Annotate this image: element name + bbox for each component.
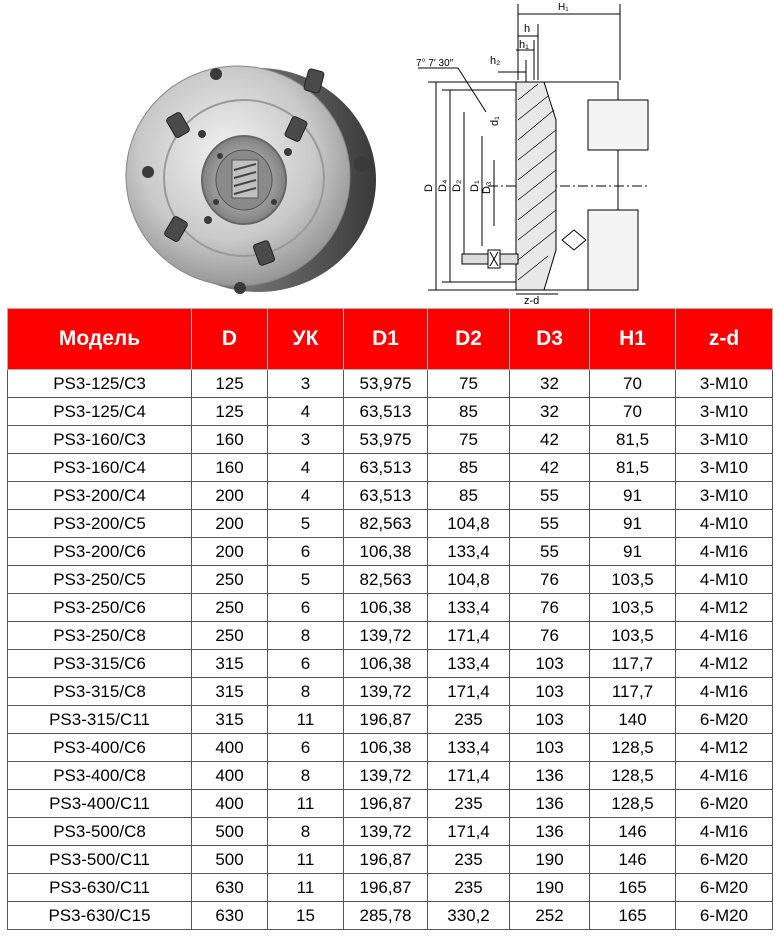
table-cell: 104,8 xyxy=(428,566,510,594)
model-cell: PS3-200/C6 xyxy=(8,538,192,566)
table-cell: 125 xyxy=(192,398,268,426)
table-cell: 4-M10 xyxy=(676,510,773,538)
model-cell: PS3-200/C4 xyxy=(8,482,192,510)
table-cell: 3 xyxy=(268,370,344,398)
table-cell: 136 xyxy=(510,762,590,790)
table-cell: 400 xyxy=(192,734,268,762)
table-cell: 136 xyxy=(510,818,590,846)
table-cell: 630 xyxy=(192,902,268,930)
table-cell: 55 xyxy=(510,538,590,566)
table-cell: 160 xyxy=(192,454,268,482)
table-cell: 196,87 xyxy=(344,846,428,874)
label-D1: D₁ xyxy=(469,180,481,192)
table-cell: 82,563 xyxy=(344,566,428,594)
table-cell: 6 xyxy=(268,538,344,566)
table-cell: 140 xyxy=(590,706,676,734)
table-cell: 81,5 xyxy=(590,426,676,454)
table-cell: 117,7 xyxy=(590,678,676,706)
table-header-row xyxy=(8,309,773,370)
table-cell: 91 xyxy=(590,510,676,538)
table-row xyxy=(8,510,773,538)
chuck-photo xyxy=(120,52,380,312)
model-cell: PS3-630/C15 xyxy=(8,902,192,930)
table-row xyxy=(8,818,773,846)
table-cell: 285,78 xyxy=(344,902,428,930)
table-cell: 55 xyxy=(510,510,590,538)
table-cell: 75 xyxy=(428,426,510,454)
model-cell: PS3-400/C11 xyxy=(8,790,192,818)
table-cell: 315 xyxy=(192,650,268,678)
table-cell: 76 xyxy=(510,622,590,650)
table-cell: 42 xyxy=(510,426,590,454)
table-cell: 32 xyxy=(510,370,590,398)
table-cell: 91 xyxy=(590,482,676,510)
table-cell: 63,513 xyxy=(344,482,428,510)
table-cell: 63,513 xyxy=(344,398,428,426)
table-cell: 139,72 xyxy=(344,818,428,846)
table-cell: 171,4 xyxy=(428,622,510,650)
label-H1: H₁ xyxy=(558,2,569,13)
table-cell: 8 xyxy=(268,622,344,650)
table-cell: 85 xyxy=(428,454,510,482)
table-row xyxy=(8,790,773,818)
table-cell: 315 xyxy=(192,706,268,734)
table-cell: 104,8 xyxy=(428,510,510,538)
label-h: h xyxy=(524,23,531,35)
table-cell: 250 xyxy=(192,622,268,650)
table-cell: 133,4 xyxy=(428,650,510,678)
table-cell: 250 xyxy=(192,594,268,622)
table-cell: 6 xyxy=(268,650,344,678)
table-cell: 103,5 xyxy=(590,594,676,622)
table-row xyxy=(8,678,773,706)
table-cell: 117,7 xyxy=(590,650,676,678)
model-cell: PS3-315/C8 xyxy=(8,678,192,706)
table-cell: 11 xyxy=(268,790,344,818)
table-cell: 76 xyxy=(510,566,590,594)
table-cell: 6 xyxy=(268,734,344,762)
column-header: z-d xyxy=(676,309,773,370)
table-cell: 165 xyxy=(590,902,676,930)
table-cell: 128,5 xyxy=(590,762,676,790)
table-cell: 11 xyxy=(268,706,344,734)
column-header: H1 xyxy=(590,309,676,370)
table-cell: 500 xyxy=(192,846,268,874)
column-header: D xyxy=(192,309,268,370)
table-cell: 165 xyxy=(590,874,676,902)
table-cell: 171,4 xyxy=(428,678,510,706)
table-cell: 190 xyxy=(510,874,590,902)
table-cell: 133,4 xyxy=(428,538,510,566)
table-cell: 103,5 xyxy=(590,566,676,594)
table-cell: 103,5 xyxy=(590,622,676,650)
table-cell: 91 xyxy=(590,538,676,566)
label-angle: 7° 7′ 30″ xyxy=(416,58,454,69)
table-cell: 106,38 xyxy=(344,734,428,762)
table-row xyxy=(8,734,773,762)
table-row xyxy=(8,454,773,482)
model-cell: PS3-400/C8 xyxy=(8,762,192,790)
table-cell: 15 xyxy=(268,902,344,930)
table-cell: 4-M12 xyxy=(676,650,773,678)
label-D2: D₂ xyxy=(451,179,463,192)
table-row xyxy=(8,566,773,594)
table-row xyxy=(8,426,773,454)
table-cell: 4-M16 xyxy=(676,678,773,706)
technical-drawing xyxy=(398,0,668,306)
table-cell: 32 xyxy=(510,398,590,426)
table-cell: 4 xyxy=(268,454,344,482)
table-row xyxy=(8,482,773,510)
table-cell: 171,4 xyxy=(428,762,510,790)
table-cell: 136 xyxy=(510,790,590,818)
table-cell: 8 xyxy=(268,818,344,846)
model-cell: PS3-160/C3 xyxy=(8,426,192,454)
table-cell: 330,2 xyxy=(428,902,510,930)
table-cell: 103 xyxy=(510,706,590,734)
table-cell: 190 xyxy=(510,846,590,874)
table-cell: 8 xyxy=(268,762,344,790)
label-h1: h₁ xyxy=(519,39,529,51)
table-cell: 196,87 xyxy=(344,706,428,734)
table-cell: 85 xyxy=(428,482,510,510)
specs-table xyxy=(7,308,773,930)
table-cell: 4-M16 xyxy=(676,818,773,846)
table-cell: 106,38 xyxy=(344,594,428,622)
table-cell: 11 xyxy=(268,874,344,902)
table-cell: 400 xyxy=(192,762,268,790)
table-row xyxy=(8,370,773,398)
model-cell: PS3-250/C8 xyxy=(8,622,192,650)
table-cell: 103 xyxy=(510,734,590,762)
table-cell: 139,72 xyxy=(344,762,428,790)
table-cell: 4-M16 xyxy=(676,762,773,790)
table-cell: 4-M16 xyxy=(676,538,773,566)
table-cell: 133,4 xyxy=(428,734,510,762)
label-D4: D₄ xyxy=(437,179,449,192)
table-cell: 3-M10 xyxy=(676,426,773,454)
table-cell: 55 xyxy=(510,482,590,510)
table-cell: 160 xyxy=(192,426,268,454)
table-cell: 630 xyxy=(192,874,268,902)
table-cell: 235 xyxy=(428,790,510,818)
table-cell: 4 xyxy=(268,482,344,510)
model-cell: PS3-125/C4 xyxy=(8,398,192,426)
table-cell: 4 xyxy=(268,398,344,426)
table-row xyxy=(8,902,773,930)
table-cell: 53,975 xyxy=(344,370,428,398)
model-cell: PS3-400/C6 xyxy=(8,734,192,762)
table-cell: 4-M10 xyxy=(676,566,773,594)
model-cell: PS3-500/C8 xyxy=(8,818,192,846)
table-row xyxy=(8,594,773,622)
table-cell: 3-M10 xyxy=(676,398,773,426)
table-cell: 6-M20 xyxy=(676,706,773,734)
table-cell: 11 xyxy=(268,846,344,874)
label-d1: d₁ xyxy=(489,116,501,126)
table-cell: 200 xyxy=(192,510,268,538)
table-cell: 200 xyxy=(192,482,268,510)
table-cell: 146 xyxy=(590,818,676,846)
table-cell: 106,38 xyxy=(344,538,428,566)
table-cell: 5 xyxy=(268,510,344,538)
table-cell: 70 xyxy=(590,370,676,398)
column-header: D1 xyxy=(344,309,428,370)
model-cell: PS3-630/C11 xyxy=(8,874,192,902)
table-cell: 235 xyxy=(428,874,510,902)
table-cell: 400 xyxy=(192,790,268,818)
table-cell: 146 xyxy=(590,846,676,874)
table-cell: 128,5 xyxy=(590,734,676,762)
model-cell: PS3-500/C11 xyxy=(8,846,192,874)
table-cell: 315 xyxy=(192,678,268,706)
column-header: УК xyxy=(268,309,344,370)
table-cell: 6 xyxy=(268,594,344,622)
table-row xyxy=(8,846,773,874)
table-cell: 235 xyxy=(428,846,510,874)
table-cell: 3-M10 xyxy=(676,370,773,398)
table-cell: 4-M12 xyxy=(676,594,773,622)
table-cell: 128,5 xyxy=(590,790,676,818)
table-cell: 3-M10 xyxy=(676,482,773,510)
model-cell: PS3-160/C4 xyxy=(8,454,192,482)
table-row xyxy=(8,538,773,566)
column-header: D3 xyxy=(510,309,590,370)
table-row xyxy=(8,762,773,790)
label-zd: z-d xyxy=(524,295,540,306)
table-cell: 76 xyxy=(510,594,590,622)
table-cell: 171,4 xyxy=(428,818,510,846)
table-cell: 252 xyxy=(510,902,590,930)
table-cell: 125 xyxy=(192,370,268,398)
table-cell: 196,87 xyxy=(344,790,428,818)
table-cell: 6-M20 xyxy=(676,846,773,874)
table-cell: 196,87 xyxy=(344,874,428,902)
table-cell: 85 xyxy=(428,398,510,426)
table-cell: 250 xyxy=(192,566,268,594)
table-cell: 200 xyxy=(192,538,268,566)
table-cell: 4-M12 xyxy=(676,734,773,762)
table-cell: 500 xyxy=(192,818,268,846)
table-cell: 133,4 xyxy=(428,594,510,622)
table-cell: 81,5 xyxy=(590,454,676,482)
table-cell: 3 xyxy=(268,426,344,454)
table-cell: 139,72 xyxy=(344,678,428,706)
table-cell: 63,513 xyxy=(344,454,428,482)
table-cell: 6-M20 xyxy=(676,790,773,818)
table-body xyxy=(8,370,773,930)
table-cell: 103 xyxy=(510,678,590,706)
model-cell: PS3-200/C5 xyxy=(8,510,192,538)
table-cell: 53,975 xyxy=(344,426,428,454)
model-cell: PS3-125/C3 xyxy=(8,370,192,398)
table-cell: 6-M20 xyxy=(676,874,773,902)
table-cell: 4-M16 xyxy=(676,622,773,650)
label-h2: h₂ xyxy=(490,55,501,67)
table-cell: 3-M10 xyxy=(676,454,773,482)
model-cell: PS3-315/C6 xyxy=(8,650,192,678)
table-row xyxy=(8,874,773,902)
table-cell: 6-M20 xyxy=(676,902,773,930)
table-row xyxy=(8,622,773,650)
table-cell: 8 xyxy=(268,678,344,706)
model-cell: PS3-250/C5 xyxy=(8,566,192,594)
table-row xyxy=(8,650,773,678)
column-header: D2 xyxy=(428,309,510,370)
table-cell: 139,72 xyxy=(344,622,428,650)
column-header: Модель xyxy=(8,309,192,370)
table-row xyxy=(8,398,773,426)
table-cell: 106,38 xyxy=(344,650,428,678)
table-cell: 82,563 xyxy=(344,510,428,538)
table-cell: 5 xyxy=(268,566,344,594)
table-cell: 75 xyxy=(428,370,510,398)
label-D: D xyxy=(423,184,435,192)
table-cell: 235 xyxy=(428,706,510,734)
table-cell: 103 xyxy=(510,650,590,678)
table-cell: 70 xyxy=(590,398,676,426)
label-D3: D₃ xyxy=(481,181,493,194)
model-cell: PS3-315/C11 xyxy=(8,706,192,734)
table-row xyxy=(8,706,773,734)
model-cell: PS3-250/C6 xyxy=(8,594,192,622)
table-cell: 42 xyxy=(510,454,590,482)
